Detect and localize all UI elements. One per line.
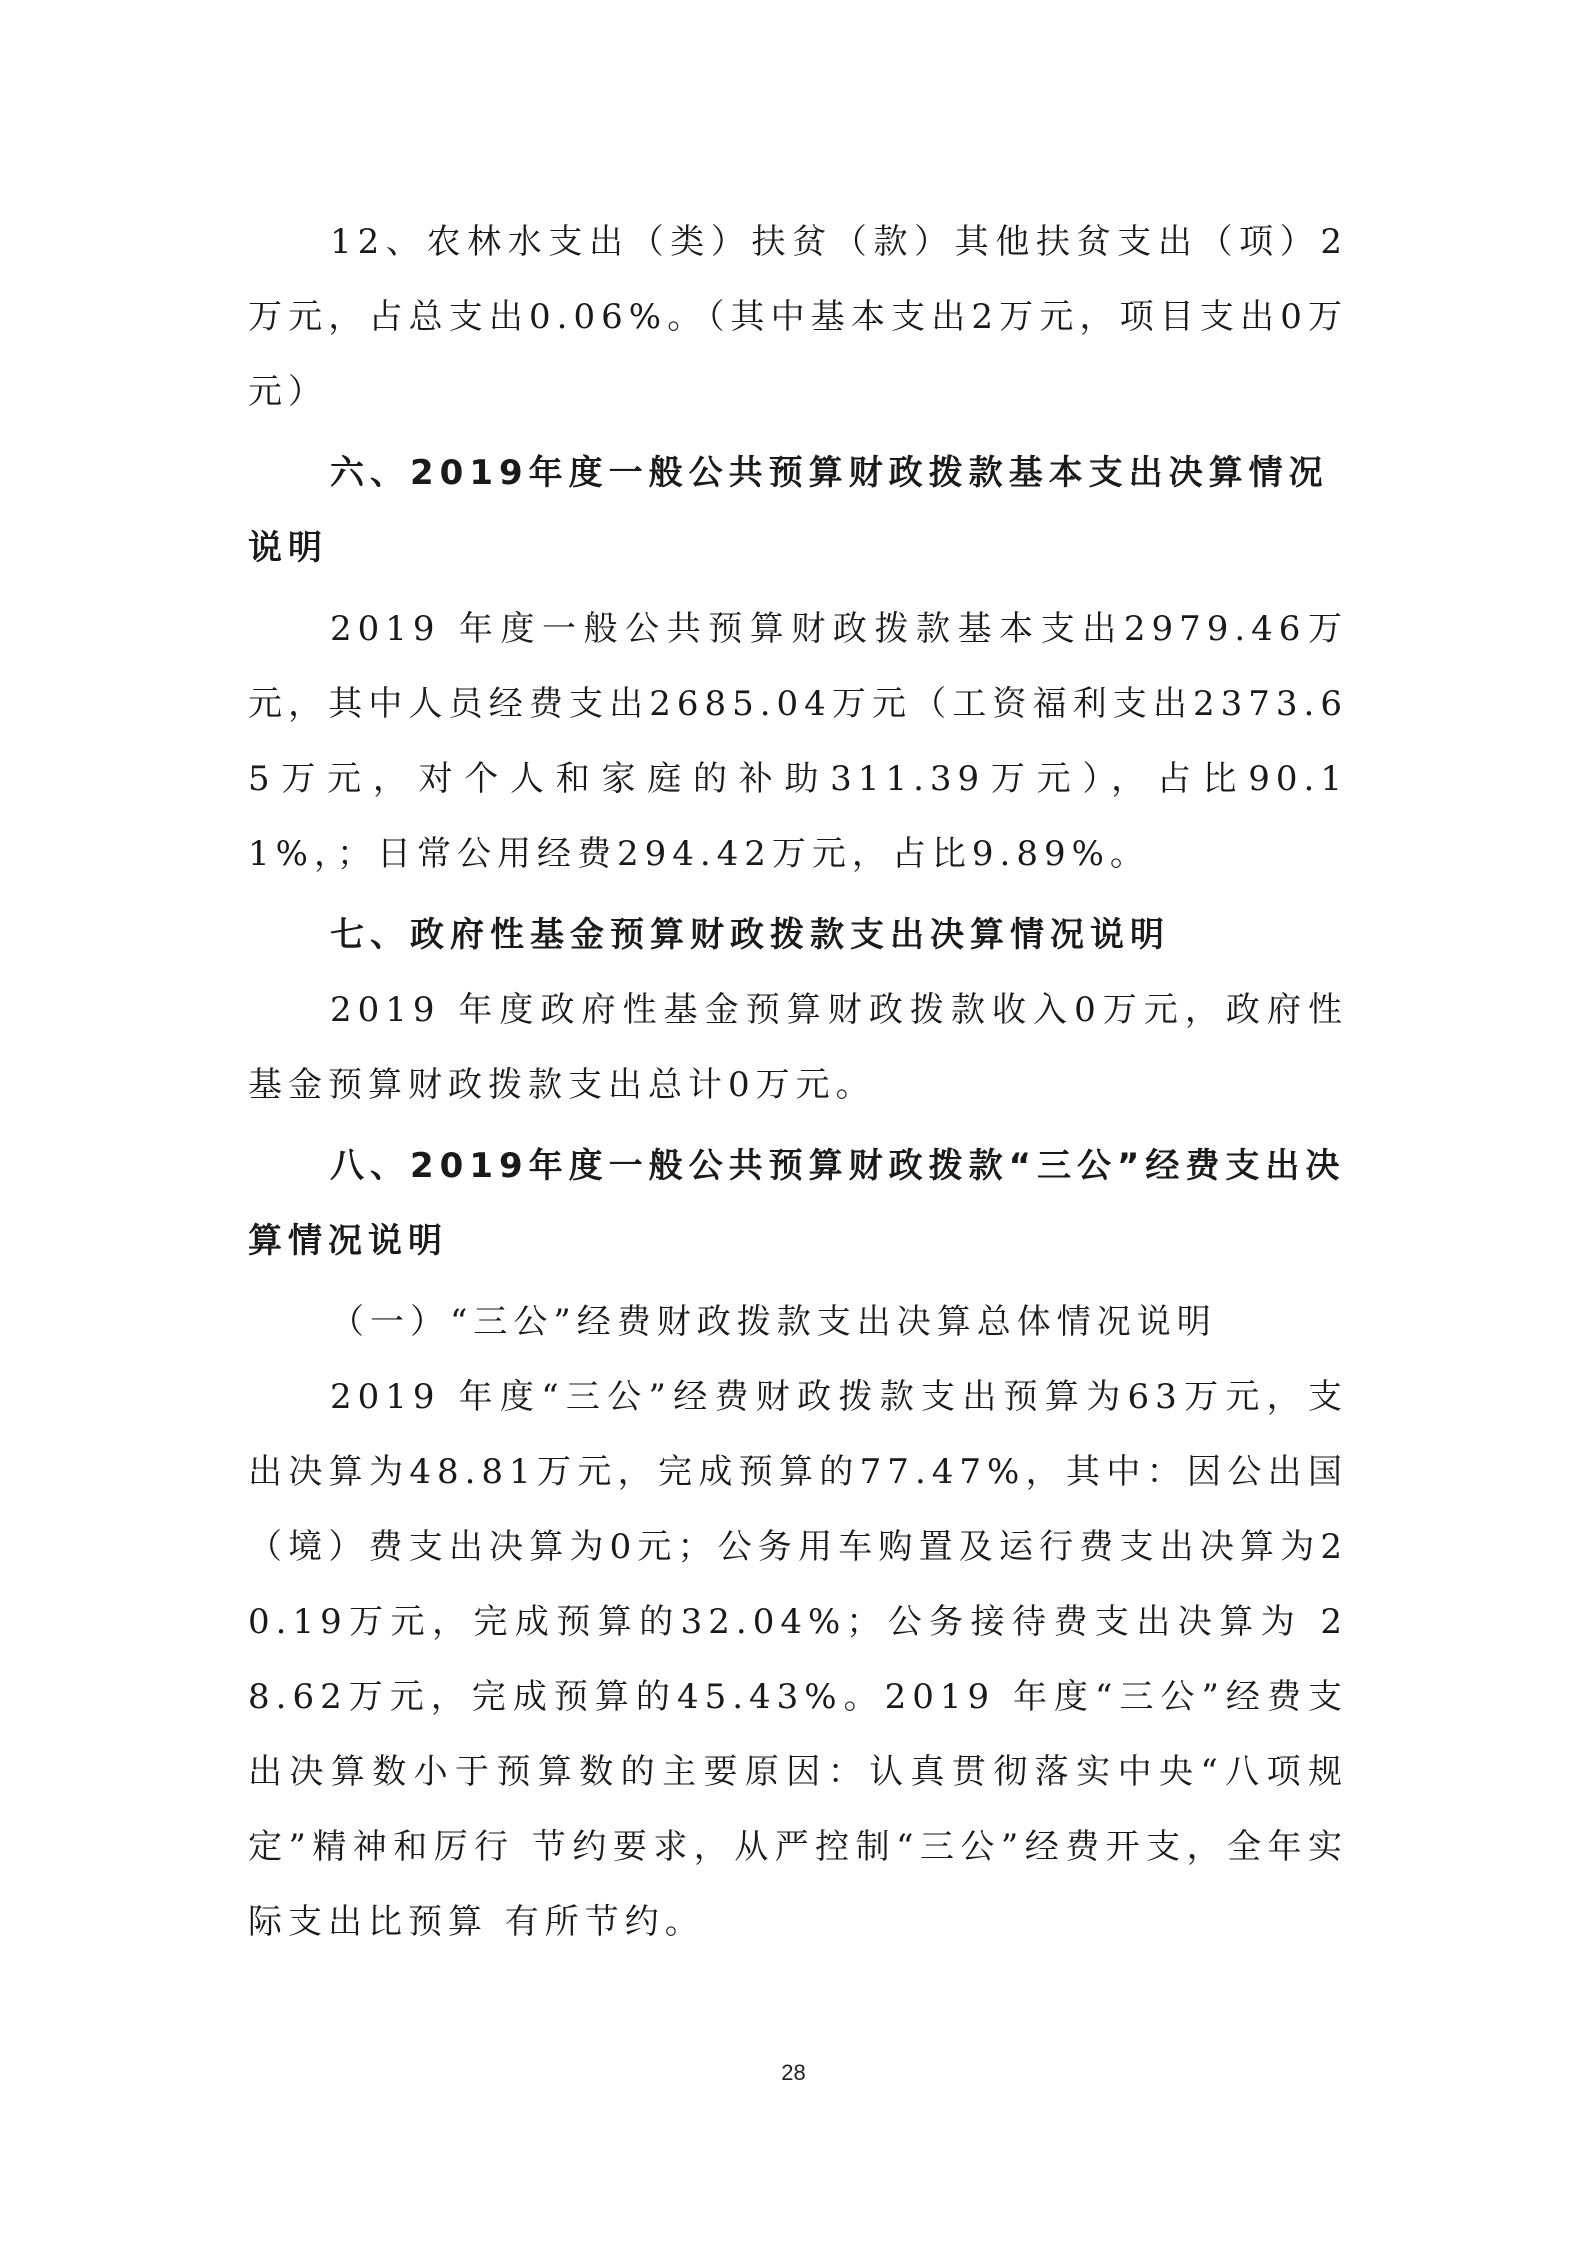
section-heading-basic-expense: 六、2019年度一般公共预算财政拨款基本支出决算情况说明: [248, 453, 1329, 568]
paragraph-agriculture-expense: 12、农林水支出（类）扶贫（款）其他扶贫支出（项）2万元，占总支出0.06%。（其中基本支出2万元，项目支出0万元）: [248, 222, 1348, 412]
paragraph-three-public-overall: 2019 年度“三公”经费财政拨款支出预算为63万元，支出决算为48.81万元，完成预算的77.47%，其中：因公出国（境）费支出决算为0元；公务用车购置及运行费支出决算为20.19万元，完成预算的32.04%；公务接待费支出决算为 28.62万元，完成预算的45.43%。2019 年度“三公”经费支出决算数小于预算数的主要原因：认真贯彻落实中央“八项规定”精神和厉行 节约要求，从严控制“三公”经费开支，全年实际支出比预算 有所节约。: [248, 1377, 1348, 1942]
page-number: 28: [781, 2060, 806, 2085]
paragraph-government-fund: 2019 年度政府性基金预算财政拨款收入0万元，政府性基金预算财政拨款支出总计0万元。: [248, 990, 1348, 1105]
paragraph-basic-expense: 2019 年度一般公共预算财政拨款基本支出2979.46万元，其中人员经费支出2685.04万元（工资福利支出2373.65万元，对个人和家庭的补助311.39万元），占比90.11%，；日常公用经费294.42万元，占比9.89%。: [248, 609, 1348, 874]
section-heading-three-public: 八、2019年度一般公共预算财政拨款“三公”经费支出决算情况说明: [248, 1146, 1346, 1261]
subsection-heading-three-public-overall: （一）“三公”经费财政拨款支出决算总体情况说明: [330, 1302, 1217, 1342]
document-body: [248, 205, 1348, 1960]
section-heading-government-fund: 七、政府性基金预算财政拨款支出决算情况说明: [330, 915, 1170, 955]
